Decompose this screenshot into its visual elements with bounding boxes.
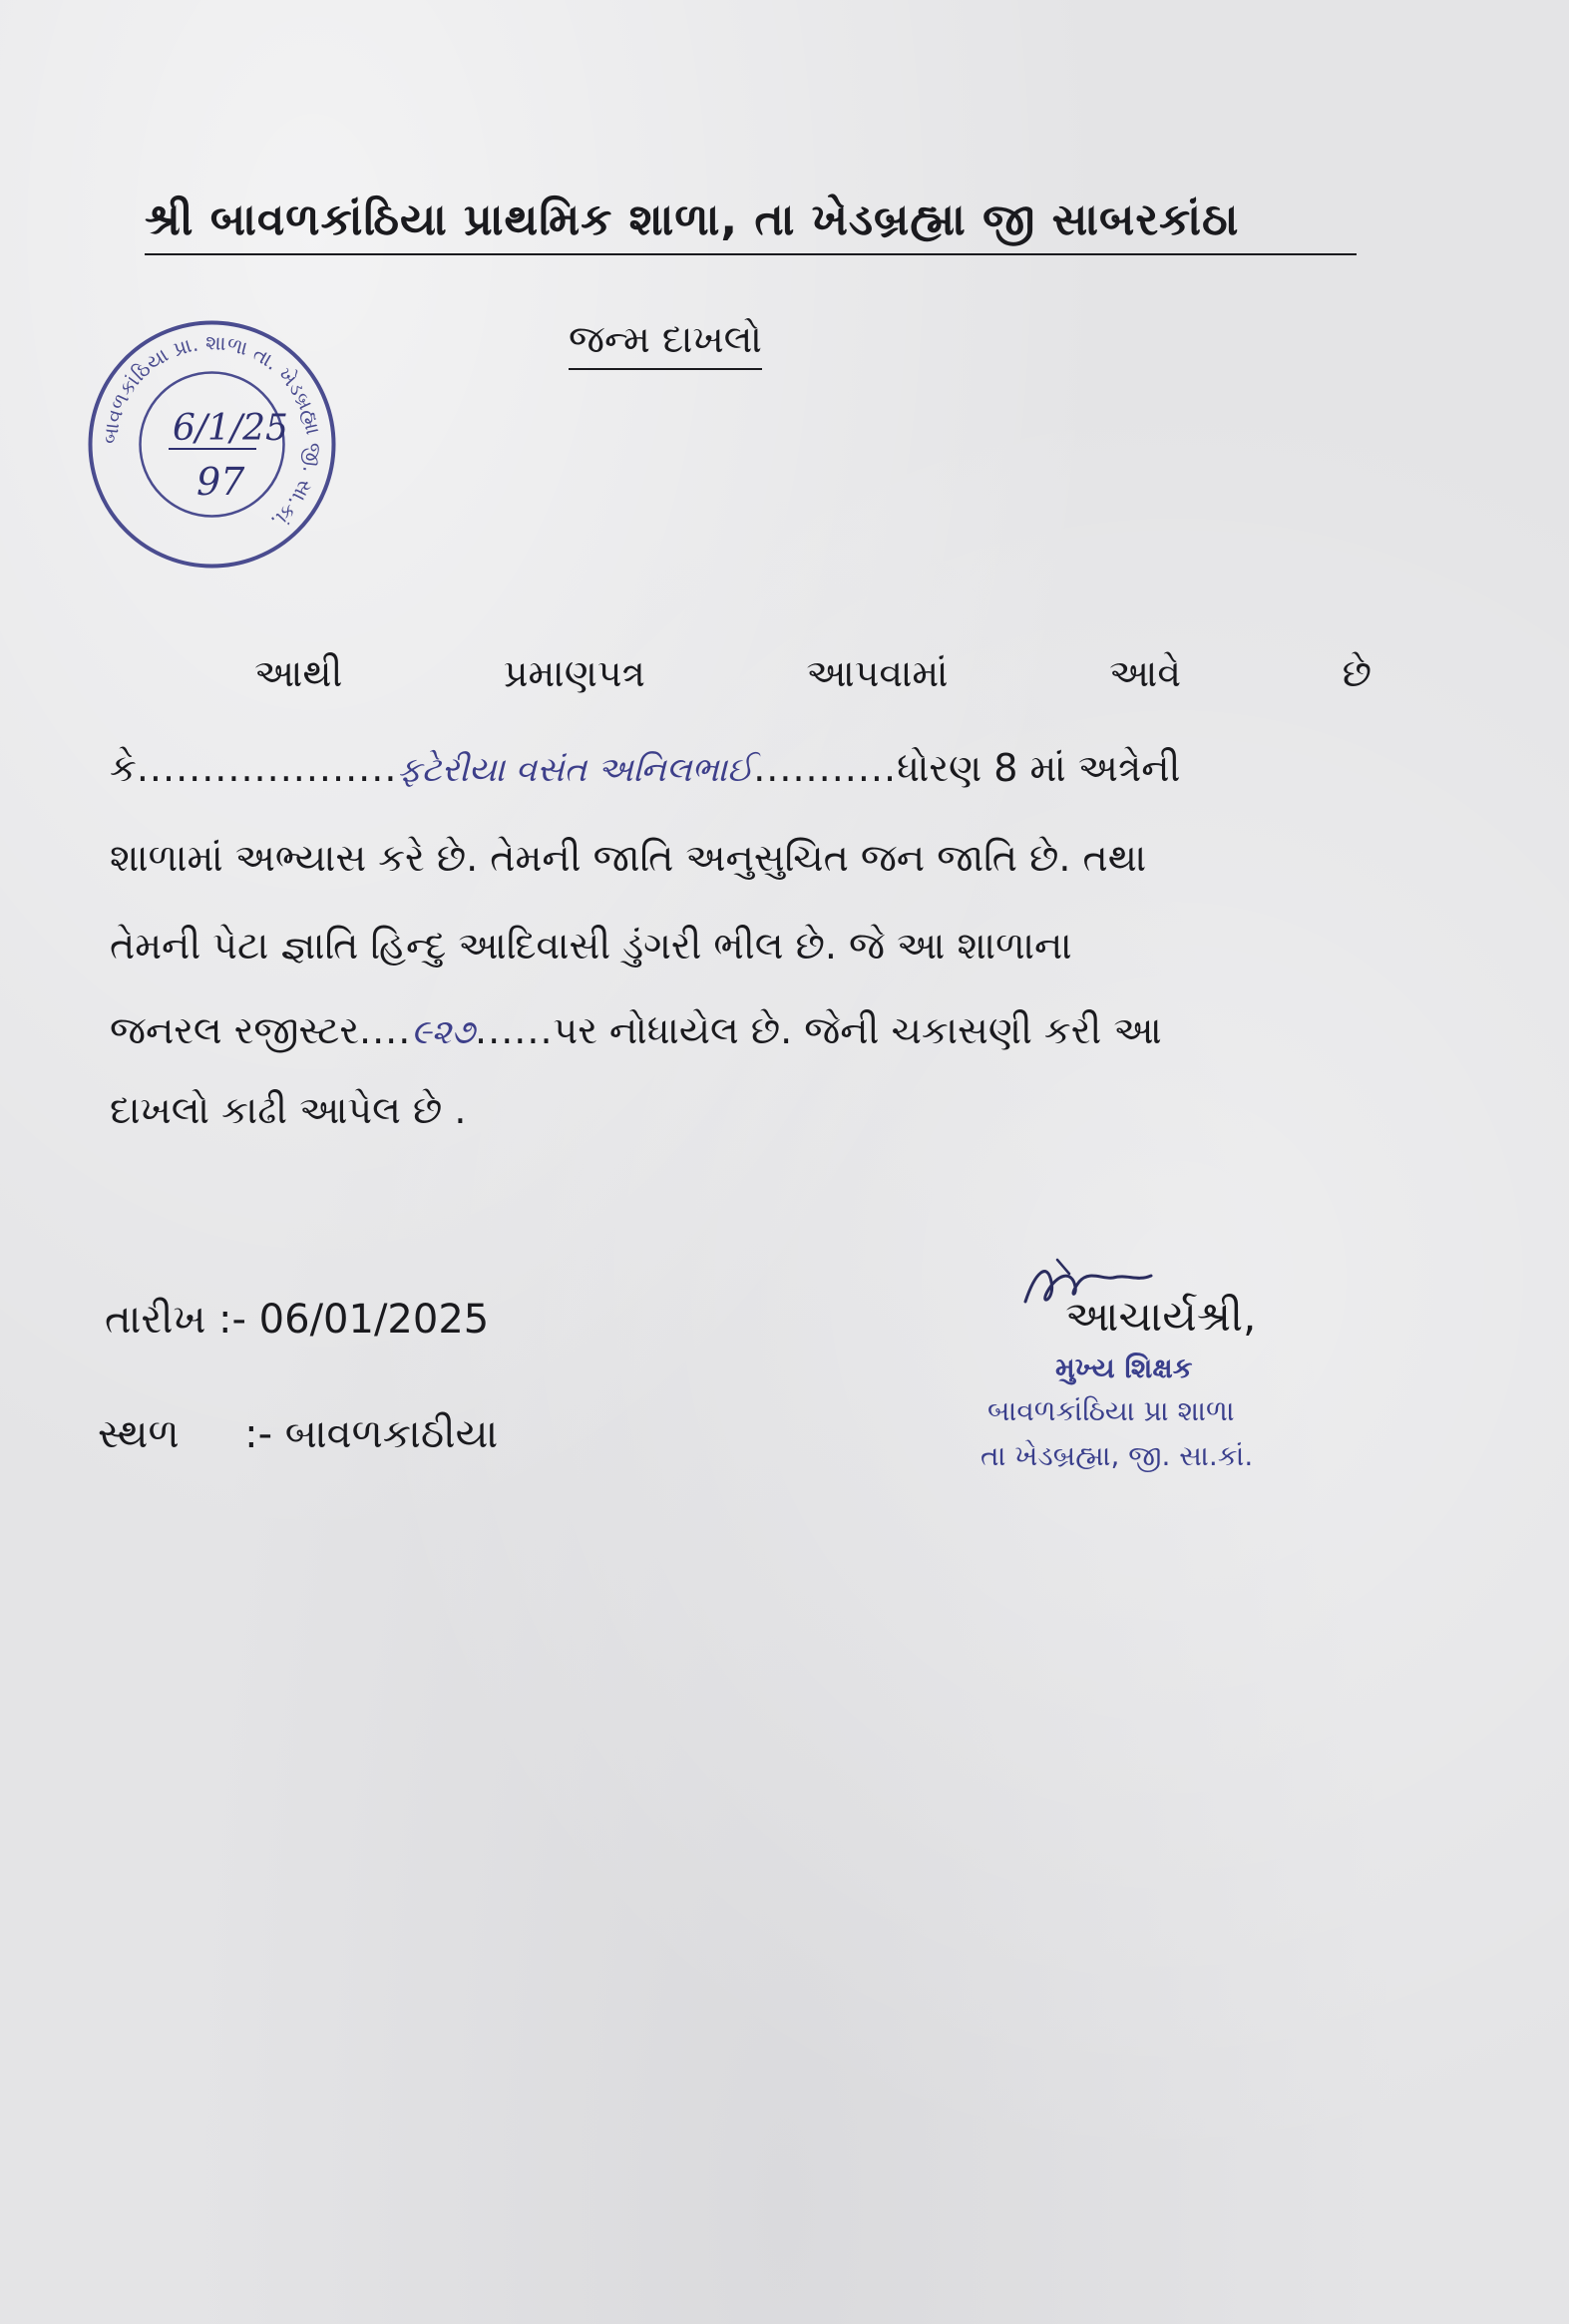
- place-separator: :-: [244, 1411, 273, 1457]
- register-blank-dots: ....: [359, 1008, 412, 1052]
- date-value: 06/01/2025: [258, 1297, 490, 1343]
- body-line-1: [254, 643, 1372, 703]
- register-number-handwritten: ૯૨૭: [411, 1012, 476, 1052]
- signature-block: [981, 1252, 1337, 1491]
- place-row: [98, 1411, 498, 1457]
- date-label: તારીખ :-: [105, 1297, 246, 1343]
- register-blank-dots: ......: [475, 1008, 554, 1052]
- body-line-3: શાળામાં અભ્યાસ કરે છે. તેમની જાતિ અનુસુચિત જન જાતિ છે. તથા: [110, 836, 1147, 880]
- body-word: આવે: [1109, 651, 1182, 695]
- body-word: આપવામાં: [806, 651, 949, 695]
- stamp-line-3: તા ખેડબ્રહ્મા, જી. સા.કાં.: [981, 1439, 1254, 1472]
- body-word: આથી: [254, 651, 343, 695]
- body-line-5: [110, 1000, 1372, 1060]
- date-row: [105, 1297, 489, 1343]
- body-word: છે: [1342, 651, 1372, 695]
- signature-title: આચાર્યશ્રી,: [1065, 1292, 1257, 1341]
- body-text: કે: [110, 746, 137, 790]
- seal-ring-text: બાવળકાંઠિયા પ્રા. શાળા તા. ખેડબ્રહ્મા જી. સા.કાં.: [98, 330, 327, 535]
- body-word: પ્રમાણપત્ર: [503, 651, 645, 695]
- stamp-line-1: મુખ્ય શિક્ષક: [1055, 1352, 1193, 1384]
- body-text: જનરલ રજીસ્ટર: [110, 1008, 359, 1052]
- seal-graphic: [85, 317, 339, 572]
- school-seal: [85, 317, 339, 572]
- seal-date: 6/1/25: [173, 408, 288, 449]
- body-line-6: દાખલો કાઢી આપેલ છે .: [110, 1088, 467, 1132]
- name-blank-dots: ....................: [136, 746, 398, 790]
- body-text: ધોરણ 8 માં અત્રેની: [897, 746, 1181, 790]
- body-line-4: તેમની પેટા જ્ઞાતિ હિન્દુ આદિવાસી ડુંગરી ભીલ છે. જે આ શાળાના: [110, 924, 1072, 968]
- name-blank-dots: ...........: [753, 746, 898, 790]
- body-text: પર નોધાયેલ છે. જેની ચકાસણી કરી આ: [553, 1008, 1162, 1052]
- school-heading: શ્રી બાવળકાંઠિયા પ્રાથમિક શાળા, તા ખેડબ્રહ્મા જી સાબરકાંઠા: [145, 194, 1357, 255]
- certificate-title: જન્મ દાખલો: [569, 317, 762, 370]
- place-value: બાવળકાઠીયા: [284, 1411, 499, 1457]
- place-label: સ્થળ: [98, 1411, 180, 1457]
- body-line-2: [110, 738, 1372, 798]
- student-name-handwritten: ફટેરીયા વસંત અનિલભાઈ: [397, 750, 754, 790]
- stamp-line-2: બાવળકાંઠિયા પ્રા શાળા: [987, 1394, 1235, 1427]
- seal-number: 97: [196, 460, 245, 504]
